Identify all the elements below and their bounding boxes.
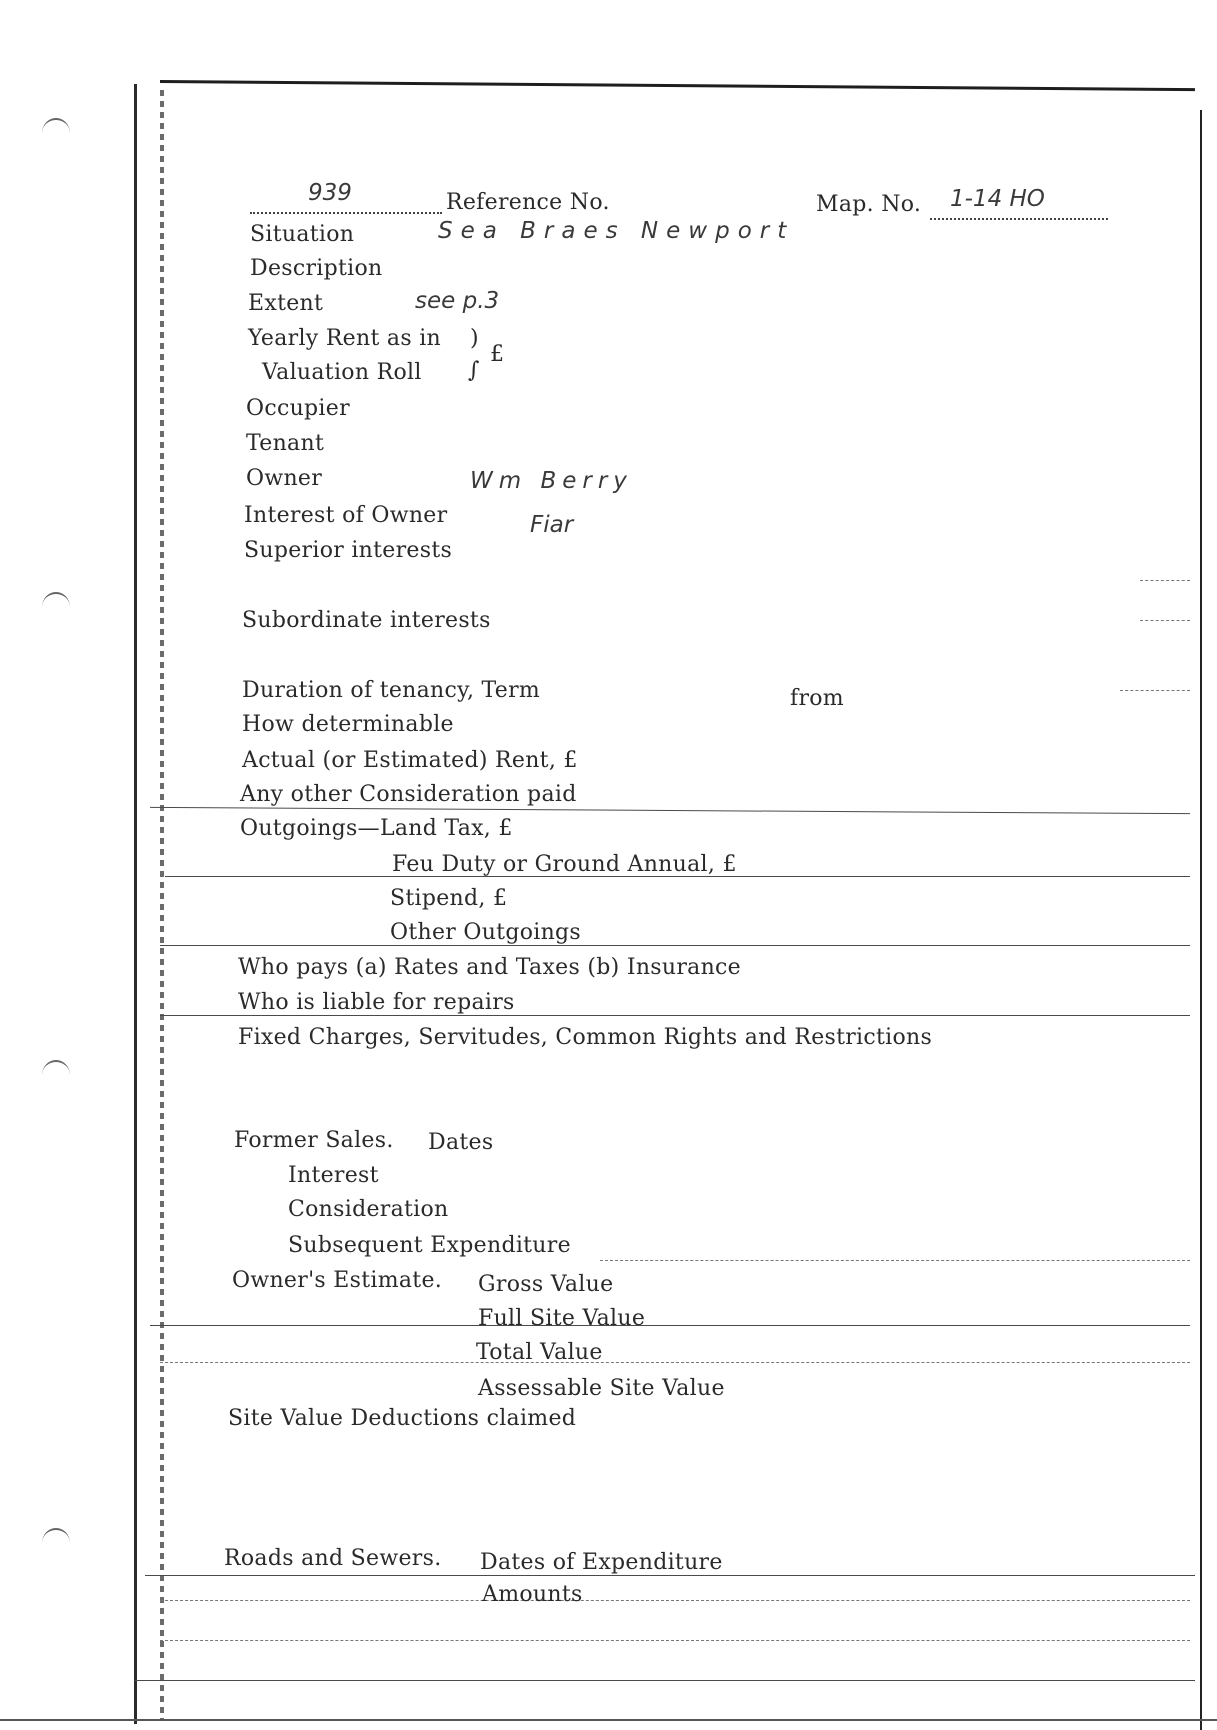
map-value: 1-14 HO <box>950 186 1045 212</box>
amounts-label: Amounts <box>482 1582 583 1607</box>
ruled-line <box>160 1600 1190 1602</box>
punch-hole-mark <box>42 592 70 622</box>
owner-label: Owner <box>246 466 323 491</box>
ruled-line <box>150 1325 1190 1327</box>
tenant-label: Tenant <box>246 431 325 456</box>
duration-label: Duration of tenancy, Term <box>242 678 541 703</box>
brace-bottom: ∫ <box>468 358 480 383</box>
ruled-line <box>160 1640 1190 1642</box>
valuation-roll-label: Valuation Roll <box>262 360 422 385</box>
former-sales-dates-label: Dates <box>428 1130 494 1155</box>
ruled-line <box>1140 580 1190 582</box>
ruled-line <box>600 1260 1190 1262</box>
roads-dates-label: Dates of Expenditure <box>480 1550 723 1575</box>
bottom-border-rule <box>0 1719 1217 1721</box>
site-value-deductions-label: Site Value Deductions claimed <box>228 1406 577 1431</box>
ruled-line <box>160 945 1190 947</box>
right-border-rule <box>1200 110 1202 1730</box>
map-underline <box>930 218 1108 220</box>
interest-label: Interest <box>288 1163 379 1188</box>
full-site-value-label: Full Site Value <box>478 1306 646 1331</box>
description-label: Description <box>250 256 383 281</box>
reference-label: Reference No. <box>446 190 610 215</box>
owners-estimate-label: Owner's Estimate. <box>232 1268 443 1293</box>
subordinate-interests-label: Subordinate interests <box>242 608 491 633</box>
situation-value: Sea Braes Newport <box>438 218 795 244</box>
consideration-label: Consideration <box>288 1197 449 1222</box>
top-border-rule <box>160 80 1195 91</box>
gross-value-label: Gross Value <box>478 1272 614 1297</box>
former-sales-label: Former Sales. <box>234 1128 394 1153</box>
actual-rent-label: Actual (or Estimated) Rent, £ <box>242 748 578 773</box>
stipend-label: Stipend, £ <box>390 886 508 911</box>
assessable-site-value-label: Assessable Site Value <box>478 1376 725 1401</box>
left-border-rule <box>134 84 137 1724</box>
ruled-line <box>145 1575 1195 1577</box>
ruled-line <box>135 1680 1195 1682</box>
interest-of-owner-value: Fiar <box>530 512 574 538</box>
ruled-line <box>150 807 1190 815</box>
ruled-line <box>160 1015 1190 1017</box>
who-liable-label: Who is liable for repairs <box>238 990 515 1015</box>
total-value-label: Total Value <box>476 1340 603 1365</box>
ruled-line <box>160 1362 1190 1364</box>
other-consideration-label: Any other Consideration paid <box>240 782 577 807</box>
fixed-charges-label: Fixed Charges, Servitudes, Common Rights and Restrictions <box>238 1025 933 1050</box>
yearly-rent-label: Yearly Rent as in <box>248 326 442 351</box>
punch-hole-mark <box>42 1528 70 1558</box>
duration-from-label: from <box>790 686 844 711</box>
land-tax-label: Outgoings—Land Tax, £ <box>240 816 513 841</box>
superior-interests-label: Superior interests <box>244 538 453 563</box>
ruled-line <box>1120 690 1190 692</box>
yearly-rent-currency: £ <box>490 342 505 367</box>
extent-label: Extent <box>248 291 324 316</box>
brace-top: ) <box>470 326 479 351</box>
situation-label: Situation <box>250 222 355 247</box>
map-label: Map. No. <box>816 192 922 217</box>
reference-value: 939 <box>308 180 352 206</box>
owner-value: Wm Berry <box>470 468 633 494</box>
reference-underline <box>250 212 442 214</box>
subsequent-expenditure-label: Subsequent Expenditure <box>288 1233 571 1258</box>
ruled-line <box>1140 620 1190 622</box>
punch-hole-mark <box>42 118 70 148</box>
interest-of-owner-label: Interest of Owner <box>244 503 448 528</box>
punch-hole-mark <box>42 1060 70 1090</box>
roads-sewers-label: Roads and Sewers. <box>224 1546 442 1571</box>
how-determinable-label: How determinable <box>242 712 454 737</box>
feu-duty-label: Feu Duty or Ground Annual, £ <box>392 852 737 877</box>
left-perforation <box>160 90 164 1720</box>
extent-value: see p.3 <box>415 288 500 314</box>
occupier-label: Occupier <box>246 396 350 421</box>
who-pays-label: Who pays (a) Rates and Taxes (b) Insurance <box>238 955 741 980</box>
other-outgoings-label: Other Outgoings <box>390 920 582 945</box>
